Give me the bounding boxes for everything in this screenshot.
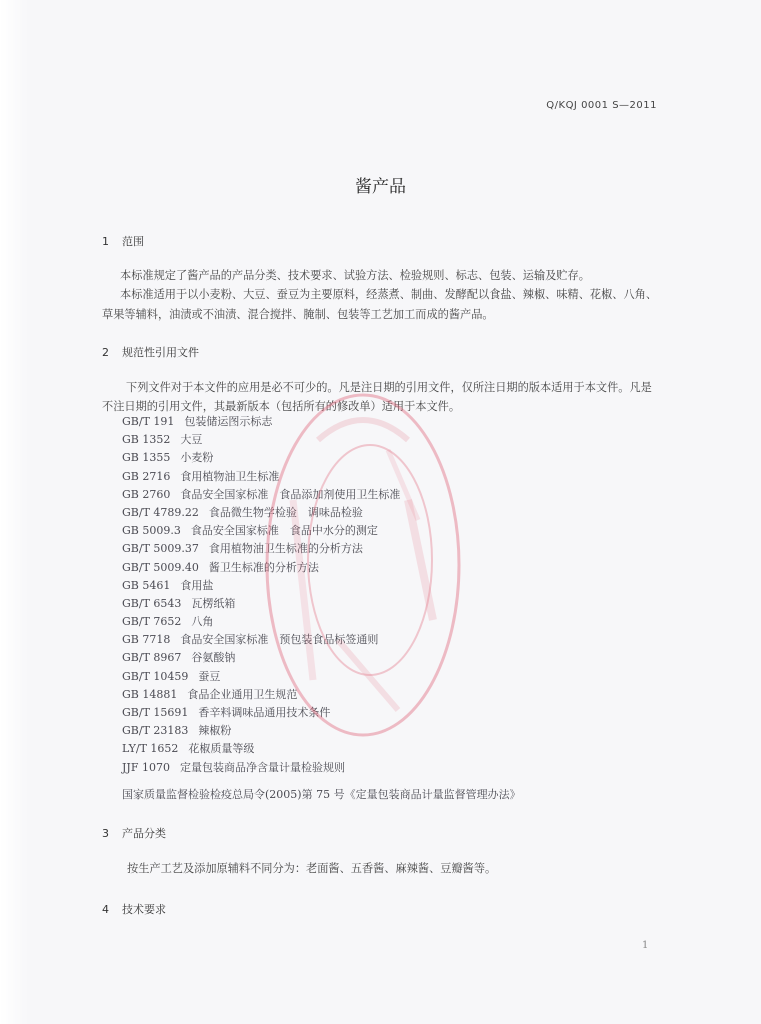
reference-item — [122, 649, 400, 667]
standard-code: Q/KQJ 0001 S—2011 — [546, 100, 657, 111]
section-title: 规范性引用文件 — [122, 346, 199, 359]
reference-item — [122, 413, 400, 431]
reference-item — [122, 668, 400, 686]
page-number: 1 — [642, 940, 649, 951]
reference-name: 食用盐 — [180, 578, 214, 592]
reference-item — [122, 686, 400, 704]
reference-item — [122, 540, 400, 558]
reference-item — [122, 431, 400, 449]
reference-code: GB/T 4789.22 — [122, 505, 199, 519]
reference-name: 大豆 — [180, 433, 203, 447]
reference-item — [122, 613, 400, 631]
reference-name: 食品安全国家标准 食品中水分的测定 — [190, 524, 378, 538]
reference-code: GB 14881 — [122, 687, 178, 701]
reference-item — [122, 449, 400, 467]
scope-paragraph-2: 本标准适用于以小麦粉、大豆、蚕豆为主要原料，经蒸煮、制曲、发酵配以食盐、辣椒、味精、花椒、八角、草果等辅料，油渍或不油渍、混合搅拌、腌制、包装等工艺加工而成的酱产品。 — [102, 288, 658, 321]
reference-code: GB/T 23183 — [122, 724, 189, 738]
section-title: 产品分类 — [122, 827, 166, 840]
reference-name: 辣椒粉 — [198, 724, 232, 738]
section-number: 3 — [102, 827, 109, 840]
scope-paragraph-1: 本标准规定了酱产品的产品分类、技术要求、试验方法、检验规则、标志、包装、运输及贮存。 — [120, 269, 590, 282]
reference-code: GB/T 6543 — [122, 596, 182, 610]
reference-code: GB 2716 — [122, 469, 171, 483]
section-number: 4 — [102, 903, 109, 916]
reference-name: 食品微生物学检验 调味品检验 — [208, 505, 363, 519]
reference-code: GB 1355 — [122, 451, 171, 465]
reference-code: GB 1352 — [122, 433, 171, 447]
reference-item — [122, 577, 400, 595]
reference-name: 瓦楞纸箱 — [191, 596, 236, 610]
reference-item — [122, 522, 400, 540]
reference-name: 食品企业通用卫生规范 — [187, 687, 298, 701]
reference-code: GB/T 5009.37 — [122, 542, 199, 556]
reference-name: 蚕豆 — [198, 669, 221, 683]
reference-item — [122, 704, 400, 722]
reference-name: 酱卫生标准的分析方法 — [208, 560, 319, 574]
reference-code: GB 5009.3 — [122, 524, 181, 538]
reference-code: GB/T 191 — [122, 415, 175, 428]
reference-name: 香辛料调味品通用技术条件 — [198, 706, 331, 719]
normative-intro: 下列文件对于本文件的应用是必不可少的。凡是注日期的引用文件，仅所注日期的版本适用于本文件。凡是不注日期的引用文件，其最新版本（包括所有的修改单）适用于本文件。 — [102, 381, 652, 413]
reference-name: 谷氨酸钠 — [191, 651, 236, 665]
reference-name: 八角 — [191, 615, 214, 629]
reference-name: 定量包装商品净含量计量检验规则 — [179, 760, 345, 774]
reference-item — [122, 504, 400, 522]
section-number: 2 — [102, 346, 109, 359]
reference-list — [122, 413, 400, 777]
reference-name: 食用植物油卫生标准的分析方法 — [208, 542, 363, 556]
reference-code: GB 2760 — [122, 487, 171, 501]
reference-code: LY/T 1652 — [122, 742, 179, 756]
reference-name: 包装储运图示标志 — [184, 415, 273, 428]
reference-item-decree: 国家质量监督检验检疫总局令(2005)第 75 号《定量包装商品计量监督管理办法》 — [122, 788, 521, 801]
reference-code: GB 5461 — [122, 578, 171, 592]
reference-name: 食用植物油卫生标准 — [180, 469, 280, 483]
scan-edge — [0, 0, 28, 1024]
reference-code: GB 7718 — [122, 633, 171, 647]
reference-item — [122, 468, 400, 486]
reference-item — [122, 740, 400, 758]
reference-item — [122, 486, 400, 504]
reference-name: 食品安全国家标准 预包装食品标签通则 — [180, 633, 379, 647]
reference-code: GB/T 7652 — [122, 615, 182, 629]
reference-item — [122, 631, 400, 649]
section-1-heading — [102, 233, 144, 249]
reference-code: GB/T 8967 — [122, 651, 182, 665]
reference-code: GB/T 10459 — [122, 669, 189, 683]
reference-name: 食品安全国家标准 食品添加剂使用卫生标准 — [180, 487, 401, 501]
reference-code: GB/T 15691 — [122, 706, 189, 719]
reference-code: JJF 1070 — [122, 760, 170, 774]
reference-item — [122, 559, 400, 577]
reference-item — [122, 595, 400, 613]
section-4-heading — [102, 901, 166, 917]
section-title: 技术要求 — [122, 903, 166, 916]
reference-name: 小麦粉 — [180, 451, 214, 465]
document-title: 酱产品 — [355, 177, 406, 197]
reference-name: 花椒质量等级 — [188, 742, 255, 756]
reference-item — [122, 759, 400, 777]
section-number: 1 — [102, 235, 109, 248]
classification-text: 按生产工艺及添加原辅料不同分为：老面酱、五香酱、麻辣酱、豆瓣酱等。 — [127, 862, 497, 875]
section-title: 范围 — [122, 235, 144, 248]
section-3-heading — [102, 825, 166, 841]
section-2-heading — [102, 344, 199, 360]
reference-code: GB/T 5009.40 — [122, 560, 199, 574]
reference-item — [122, 722, 400, 740]
